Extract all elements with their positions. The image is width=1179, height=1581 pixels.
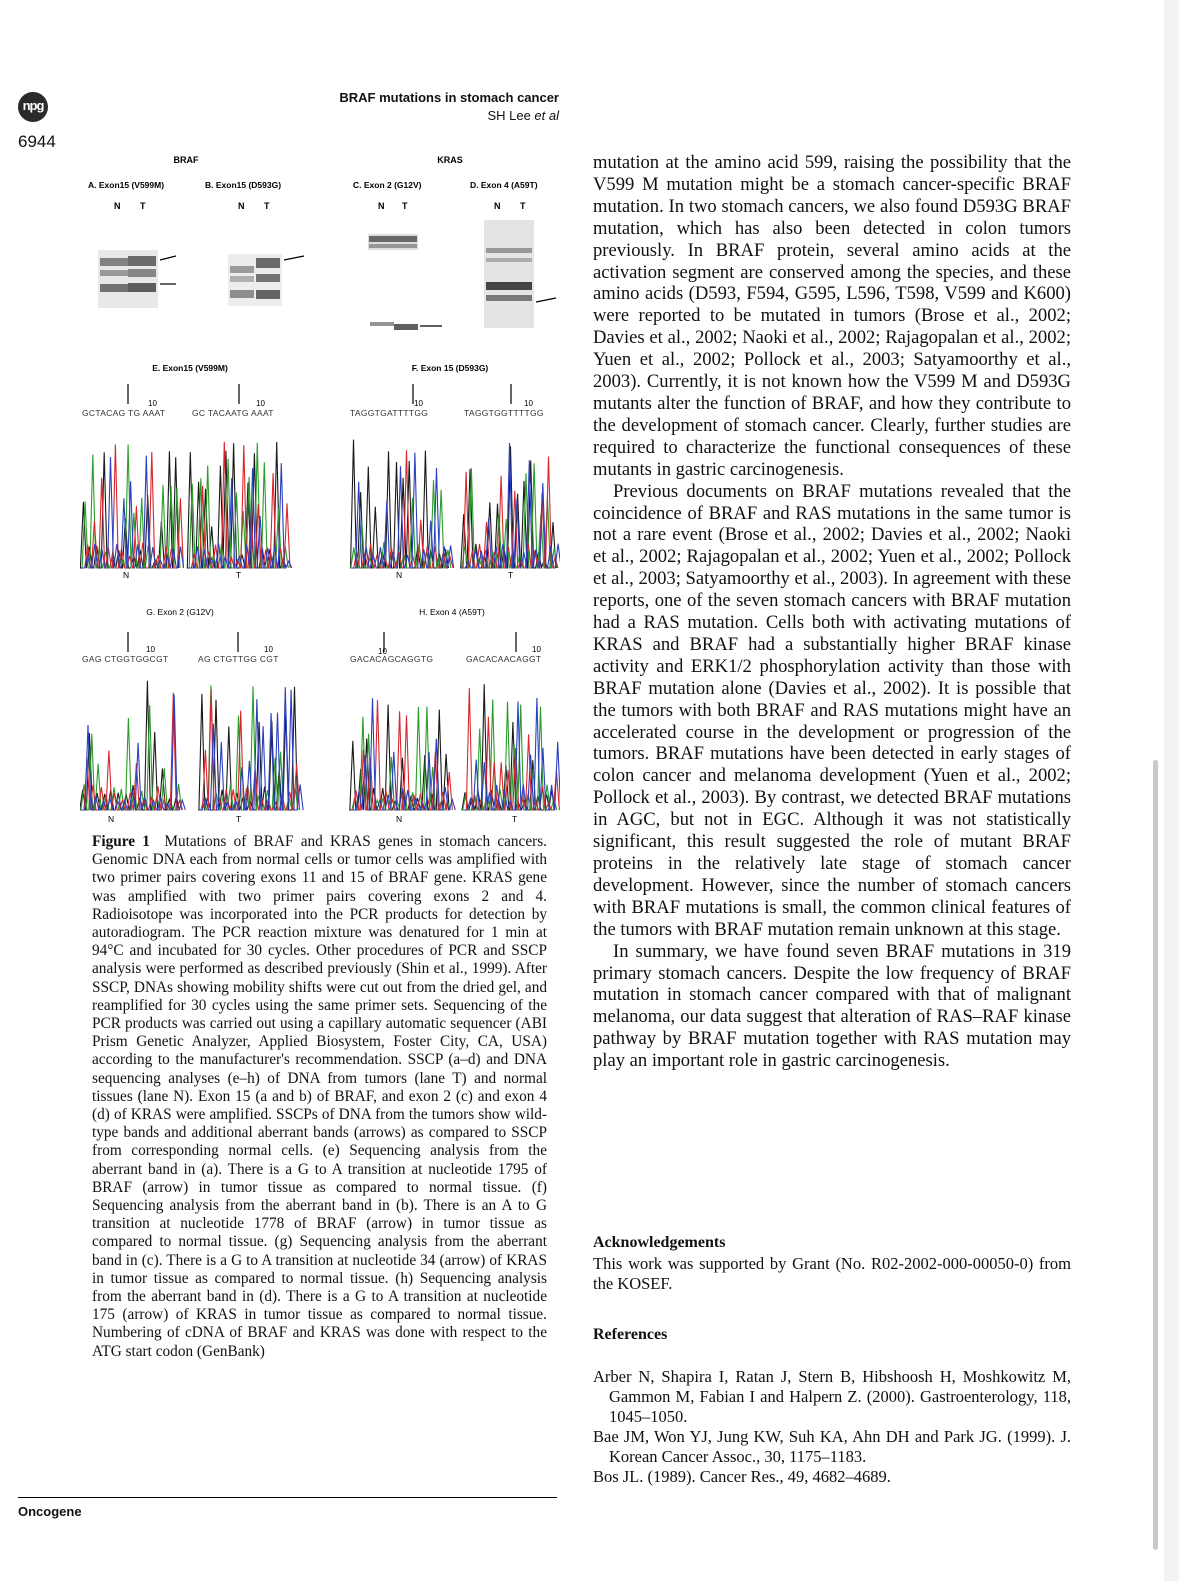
position-label: 10: [256, 399, 265, 408]
journal-name: Oncogene: [18, 1504, 82, 1519]
group-label-kras: KRAS: [437, 155, 463, 165]
panel-g-label: G. Exon 2 (G12V): [146, 607, 214, 617]
sequence-e-normal: GCTACAG TG AAAT: [82, 408, 166, 418]
chromatogram-row-1: [80, 440, 560, 568]
figure-caption-label: Figure 1: [92, 833, 150, 850]
position-label: 10: [414, 399, 423, 408]
lane-label-n: N: [114, 201, 121, 211]
acknowledgements-heading: Acknowledgements: [593, 1234, 726, 1251]
lane-label-n: N: [396, 570, 403, 580]
panel-d-label: D. Exon 4 (A59T): [470, 180, 538, 190]
figure-1: [80, 150, 560, 830]
lane-label-n: N: [238, 201, 245, 211]
footer-rule: [18, 1497, 557, 1498]
gel-panel-d: [484, 220, 556, 328]
reference-item: Arber N, Shapira I, Ratan J, Stern B, Hibshoosh H, Moshkowitz M, Gammon M, Fabian I and Halpern Z. (2000). Gastroenterology, 118, 1045–1050.: [593, 1367, 1071, 1426]
page-margin: [1164, 0, 1179, 1581]
panel-e-label: E. Exon15 (V599M): [152, 363, 228, 373]
panel-a-label: A. Exon15 (V599M): [88, 180, 165, 190]
position-label: 10: [264, 645, 273, 654]
lane-label-t: T: [140, 201, 146, 211]
gel-panel-b: [228, 254, 304, 306]
chromatogram-row-2: [80, 681, 560, 810]
panel-b-label: B. Exon15 (D593G): [205, 180, 282, 190]
panel-c-label: C. Exon 2 (G12V): [353, 180, 422, 190]
sequence-f-normal: TAGGTGATTTTGG: [350, 408, 429, 418]
position-label: 10: [532, 645, 541, 654]
position-label: 10: [146, 645, 155, 654]
panel-h-label: H. Exon 4 (A59T): [419, 607, 485, 617]
lane-label-t: T: [520, 201, 526, 211]
paragraph: mutation at the amino acid 599, raising the possibility that the V599 M mutation might be a stomach cancer-specific BRAF mutation. In two stomach cancers, we also found D593G BRAF mutation, which has also been detected in colon tumors previously. In BRAF protein, several amino acids at the activation segment are conserved among the species, and these amino acids (D593, F594, G595, L596, T598, V599 and K600) were reported to be mutated in tumors (Brose et al., 2002; Davies et al., 2002; Naoki et al., 2002; Rajagopalan et al., 2002; Yuen et al., 2002; Pollock et al., 2003; Satyamoorthy et al., 2003). Currently, it is not known how the V599 M and D593G mutants alter the function of BRAF, and how they contribute to the development of stomach cancer. Clearly, further studies are required to characterize the functional consequences of these mutants in gastric carcinogenesis.: [593, 152, 1071, 480]
scrollbar[interactable]: [1153, 760, 1158, 1550]
lane-label-n: N: [108, 814, 115, 824]
lane-label-t: T: [264, 201, 270, 211]
acknowledgements-text: This work was supported by Grant (No. R02-2002-000-00050-0) from the KOSEF.: [593, 1254, 1071, 1293]
running-title: BRAF mutations in stomach cancer: [339, 90, 559, 105]
panel-f-label: F. Exon 15 (D593G): [411, 363, 489, 373]
body-text: [593, 152, 1071, 1072]
lane-label-t: T: [512, 814, 518, 824]
sequence-g-tumor: AG CTGTTGG CGT: [198, 654, 279, 664]
lane-label-n: N: [123, 570, 130, 580]
lane-label-n: N: [378, 201, 385, 211]
sequence-f-tumor: TAGGTGGTTTTGG: [464, 408, 544, 418]
paragraph: Previous documents on BRAF mutations revealed that the coincidence of BRAF and RAS mutations in the same tumor is not a rare event (Brose et al., 2002; Davies et al., 2002; Naoki et al., 2002; Rajagopalan et al., 2002; Yuen et al., 2002; Pollock et al., 2003; Satyamoorthy et al., 2003). In agreement with these reports, one of the seven stomach cancers with BRAF mutation had a RAS mutation. Cells both with activating mutations of KRAS and BRAF had a substantially higher BRAF kinase activity and ERK1/2 phosphorylation activity than those with BRAF mutation alone (Davies et al., 2002). It is possible that the tumors with both BRAF and RAS mutations might have an accelerated course in the development or progression of the tumors. BRAF mutations have been detected in early stages of colon cancer and melanoma development (Yuen et al., 2002; Pollock et al., 2003). By contrast, we detected BRAF mutations in AGC, but not in EGC. Although it was not statistically significant, this result suggested the role of mutant BRAF proteins in the relatively late stage of stomach cancer development. However, since the number of stomach cancers with BRAF mutations is small, the common clinical features of the tumors with BRAF mutation remain unknown at this stage.: [593, 480, 1071, 940]
references-list: [593, 1367, 1071, 1487]
figure-caption: [92, 833, 547, 1361]
running-authors: SH Lee et al: [487, 108, 559, 123]
position-label: 10: [148, 399, 157, 408]
lane-label-t: T: [236, 814, 242, 824]
position-label: 10: [524, 399, 533, 408]
lane-label-t: T: [236, 570, 242, 580]
lane-label-n: N: [494, 201, 501, 211]
reference-item: Bae JM, Won YJ, Jung KW, Suh KA, Ahn DH and Park JG. (1999). J. Korean Cancer Assoc., 30, 1175–1183.: [593, 1427, 1071, 1466]
references-heading: References: [593, 1326, 668, 1343]
sequence-h-normal: GACACAGCAGGTG: [350, 654, 434, 664]
paragraph: In summary, we have found seven BRAF mutations in 319 primary stomach cancers. Despite the low frequency of BRAF mutation in stomach cancer compared with that of malignant melanoma, our data suggest that alteration of RAS–RAF kinase pathway by BRAF mutation together with RAS mutation may play an important role in gastric carcinogenesis.: [593, 940, 1071, 1072]
page-number: 6944: [18, 132, 56, 151]
lane-label-n: N: [396, 814, 403, 824]
sequence-g-normal: GAG CTGGTGGCGT: [82, 654, 169, 664]
sequence-h-tumor: GACACAACAGGT: [466, 654, 542, 664]
chromatogram-trace: [189, 443, 288, 568]
sequence-e-tumor: GC TACAATG AAAT: [192, 408, 274, 418]
npg-logo: npg: [18, 92, 48, 122]
lane-label-t: T: [402, 201, 408, 211]
position-label: 10: [378, 647, 387, 656]
gel-panel-c: [368, 234, 442, 330]
figure-caption-text: Mutations of BRAF and KRAS genes in stomach cancers. Genomic DNA each from normal cells or tumor cells was amplified with two primer pairs covering exons 11 and 15 of BRAF gene. KRAS gene was amplified with two primer pairs covering exons 2 and 4. Radioisotope was incorporated into the PCR products for detection by autoradiogram. The PCR reaction mixture was denatured for 1 min at 94°C and incubated for 30 cycles. Other procedures of PCR and SSCP analysis were performed as described previously (Shin et al., 1999). After SSCP, DNAs showing mobility shifts were cut out from the dried gel, and reamplified for 30 cycles using the same primer sets. Sequencing of the PCR products was carried out using a capillary automatic sequencer (ABI Prism Genetic Analyzer, Applied Biosystem, Foster City, CA, USA) according to the manufacturer's recommendation. SSCP (a–d) and DNA sequencing analyses (e–h) of DNA from tumors (lane T) and normal tissues (lane N). Exon 15 (a and b) of BRAF, and exon 2 (c) and exon 4 (d) of KRAS were amplified. SSCPs of DNA from the tumors show wild-type bands and additional aberrant bands (arrows) as compared to SSCP from corresponding normal cells. (e) Sequencing analysis from the aberrant band in (a). There is a G to A transition at nucleotide 1795 of BRAF (arrow) in tumor tissue as compared to normal tissue. (f) Sequencing analysis from the aberrant band in (b). There is an A to G transition at nucleotide 1778 of BRAF (arrow) in tumor tissue as compared to normal tissue. (g) Sequencing analysis from the aberrant band in (c). There is a G to A transition at nucleotide 34 (arrow) of KRAS in tumor tissue as compared to normal tissue. (h) Sequencing analysis from the aberrant band in (d). There is a G to A transition at nucleotide 175 (arrow) of KRAS in tumor tissue as compared to normal tissue. Numbering of cDNA of BRAF and KRAS was done with respect to the ATG start codon (GenBank): [92, 833, 548, 1360]
lane-label-t: T: [508, 570, 514, 580]
reference-item: Bos JL. (1989). Cancer Res., 49, 4682–4689.: [593, 1467, 891, 1486]
gel-panel-a: [98, 250, 176, 308]
group-label-braf: BRAF: [173, 155, 199, 165]
